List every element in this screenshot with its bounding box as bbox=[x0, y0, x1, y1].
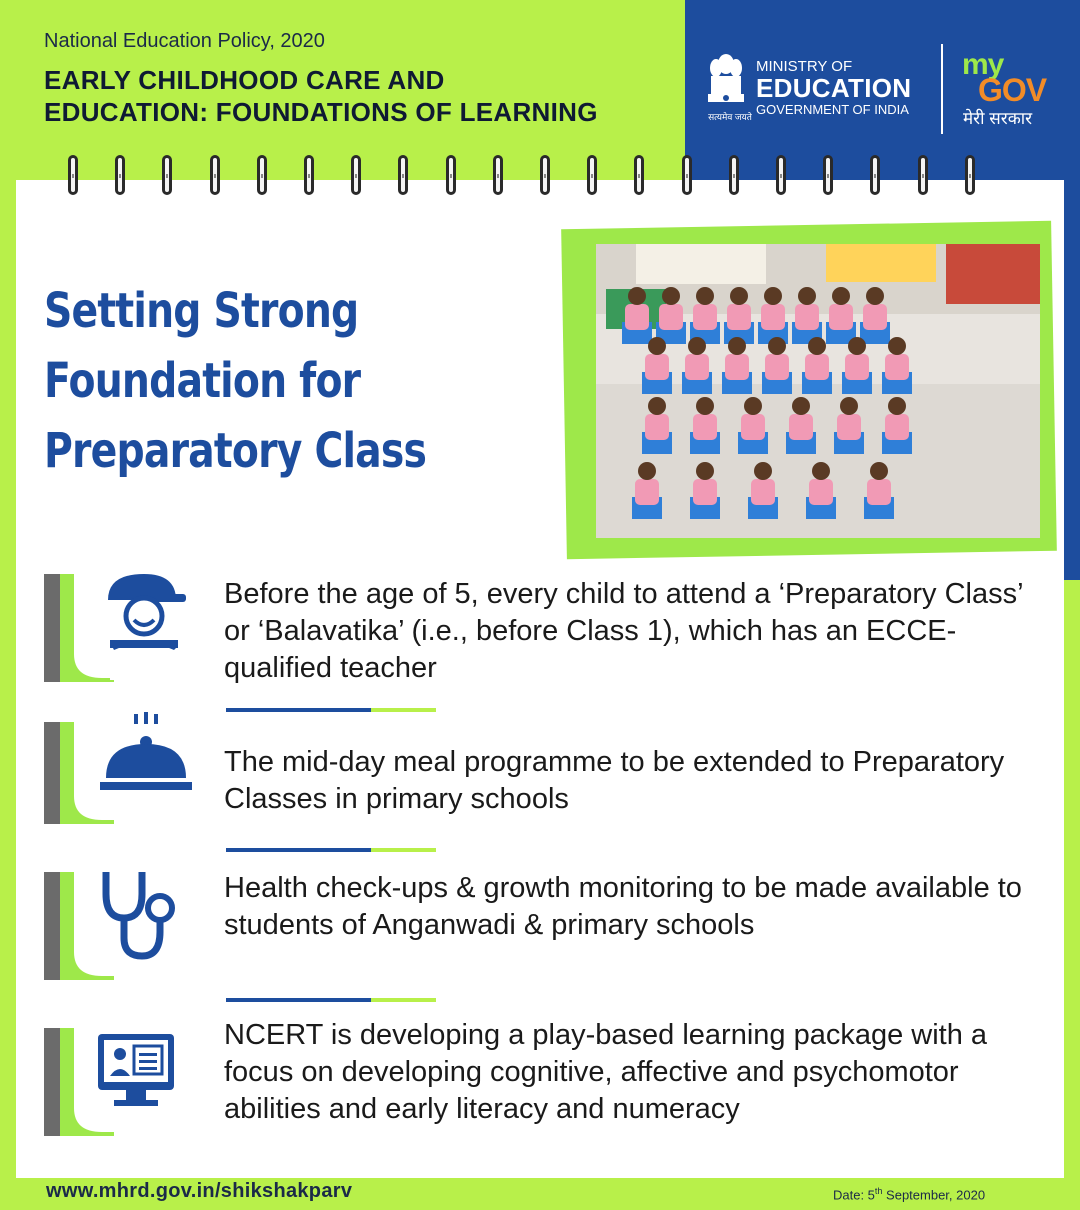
mygov-logo-my: my bbox=[962, 48, 1004, 81]
heading-line-3: Preparatory Class bbox=[44, 423, 427, 479]
classroom-figure bbox=[693, 414, 717, 440]
spiral-ring bbox=[870, 155, 880, 195]
classroom-figure bbox=[805, 354, 829, 380]
item-preparatory-class: Before the age of 5, every child to attend a ‘Preparatory Class’ or ‘Balavatika’ (i.e., before Class 1), which has an ECCE-qualified teacher bbox=[224, 578, 1023, 684]
classroom-figure bbox=[885, 414, 909, 440]
classroom-figure bbox=[863, 304, 887, 330]
classroom-figure bbox=[809, 479, 833, 505]
classroom-figure bbox=[795, 304, 819, 330]
classroom-figure bbox=[751, 479, 775, 505]
ministry-line-3: GOVERNMENT OF INDIA bbox=[756, 102, 909, 117]
spiral-ring bbox=[776, 155, 786, 195]
classroom-figure bbox=[659, 304, 683, 330]
item-health-checkups: Health check-ups & growth monitoring to be made available to students of Anganwadi & primary schools bbox=[224, 872, 1022, 941]
classroom-figure bbox=[628, 287, 646, 305]
page-title bbox=[44, 64, 598, 128]
spiral-ring bbox=[257, 155, 267, 195]
logo-divider bbox=[941, 44, 943, 134]
classroom-figure bbox=[888, 397, 906, 415]
teacher-icon bbox=[44, 570, 194, 685]
classroom-figure bbox=[792, 397, 810, 415]
footer-url[interactable]: www.mhrd.gov.in/shikshakparv bbox=[46, 1180, 353, 1202]
spiral-ring bbox=[446, 155, 456, 195]
classroom-figure bbox=[688, 337, 706, 355]
classroom-figure bbox=[648, 397, 666, 415]
ministry-line-2: EDUCATION bbox=[756, 73, 912, 103]
item-separator bbox=[226, 708, 436, 712]
date-prefix: Date: 5 bbox=[833, 1187, 875, 1203]
classroom-figure bbox=[635, 479, 659, 505]
spiral-ring bbox=[493, 155, 503, 195]
classroom-figure bbox=[728, 337, 746, 355]
stethoscope-icon bbox=[44, 868, 194, 983]
classroom-figure bbox=[693, 479, 717, 505]
spiral-ring bbox=[823, 155, 833, 195]
classroom-figure bbox=[845, 354, 869, 380]
classroom-figure bbox=[648, 337, 666, 355]
classroom-figure bbox=[685, 354, 709, 380]
meal-cloche-icon bbox=[44, 712, 194, 827]
emblem-motto: सत्यमेव जयते bbox=[708, 112, 752, 122]
classroom-figure bbox=[744, 397, 762, 415]
spiral-ring bbox=[68, 155, 78, 195]
classroom-figure bbox=[730, 287, 748, 305]
date-suffix: September, 2020 bbox=[882, 1187, 986, 1203]
classroom-figure bbox=[754, 462, 772, 480]
classroom-figure bbox=[696, 462, 714, 480]
side-accent-strip bbox=[1064, 180, 1080, 580]
classroom-figure bbox=[840, 397, 858, 415]
classroom-figure bbox=[725, 354, 749, 380]
classroom-figure bbox=[789, 414, 813, 440]
classroom-figure bbox=[829, 304, 853, 330]
classroom-figure bbox=[808, 337, 826, 355]
classroom-figure bbox=[848, 337, 866, 355]
classroom-figure bbox=[870, 462, 888, 480]
date-sup: th bbox=[874, 1186, 883, 1196]
classroom-figure bbox=[798, 287, 816, 305]
spiral-ring bbox=[540, 155, 550, 195]
mygov-tagline: मेरी सरकार bbox=[963, 109, 1033, 128]
policy-subtitle: National Education Policy, 2020 bbox=[44, 30, 325, 52]
heading-line-1: Setting Strong bbox=[44, 283, 359, 339]
classroom-figure bbox=[761, 304, 785, 330]
classroom-figure bbox=[645, 354, 669, 380]
mygov-logo-gov: GOV bbox=[978, 72, 1047, 108]
item-separator bbox=[226, 998, 436, 1002]
spiral-ring bbox=[682, 155, 692, 195]
e-learning-monitor-icon bbox=[44, 1024, 194, 1139]
classroom-figure bbox=[696, 397, 714, 415]
classroom-figure bbox=[867, 479, 891, 505]
section-heading bbox=[44, 276, 426, 486]
heading-line-2: Foundation for bbox=[44, 353, 361, 409]
classroom-figure bbox=[625, 304, 649, 330]
item-ncert-package: NCERT is developing a play-based learning package with a focus on developing cognitive, affective and psychomotor abilities and early literacy and numeracy bbox=[224, 1019, 988, 1125]
spiral-ring bbox=[729, 155, 739, 195]
classroom-figure bbox=[888, 337, 906, 355]
spiral-ring bbox=[115, 155, 125, 195]
spiral-ring bbox=[162, 155, 172, 195]
classroom-figure bbox=[812, 462, 830, 480]
classroom-figure bbox=[837, 414, 861, 440]
classroom-photo bbox=[596, 244, 1040, 538]
spiral-ring bbox=[918, 155, 928, 195]
title-line-2: EDUCATION: FOUNDATIONS OF LEARNING bbox=[44, 97, 598, 127]
classroom-figure bbox=[693, 304, 717, 330]
spiral-ring bbox=[965, 155, 975, 195]
item-mid-day-meal: The mid-day meal programme to be extended to Preparatory Classes in primary schools bbox=[224, 746, 1005, 815]
footer-date bbox=[833, 1186, 985, 1202]
classroom-figure bbox=[768, 337, 786, 355]
spiral-ring bbox=[634, 155, 644, 195]
spiral-ring bbox=[587, 155, 597, 195]
classroom-figure bbox=[765, 354, 789, 380]
classroom-figure bbox=[885, 354, 909, 380]
classroom-figure bbox=[662, 287, 680, 305]
classroom-figure bbox=[764, 287, 782, 305]
spiral-ring bbox=[351, 155, 361, 195]
classroom-figure bbox=[638, 462, 656, 480]
spiral-ring bbox=[398, 155, 408, 195]
classroom-figure bbox=[645, 414, 669, 440]
classroom-figure bbox=[727, 304, 751, 330]
classroom-illustration bbox=[596, 244, 1040, 538]
spiral-ring bbox=[210, 155, 220, 195]
classroom-figure bbox=[696, 287, 714, 305]
ministry-line-1: MINISTRY OF bbox=[756, 58, 853, 75]
title-line-1: EARLY CHILDHOOD CARE AND bbox=[44, 65, 445, 95]
spiral-ring bbox=[304, 155, 314, 195]
classroom-figure bbox=[832, 287, 850, 305]
item-separator bbox=[226, 848, 436, 852]
classroom-figure bbox=[741, 414, 765, 440]
classroom-figure bbox=[866, 287, 884, 305]
